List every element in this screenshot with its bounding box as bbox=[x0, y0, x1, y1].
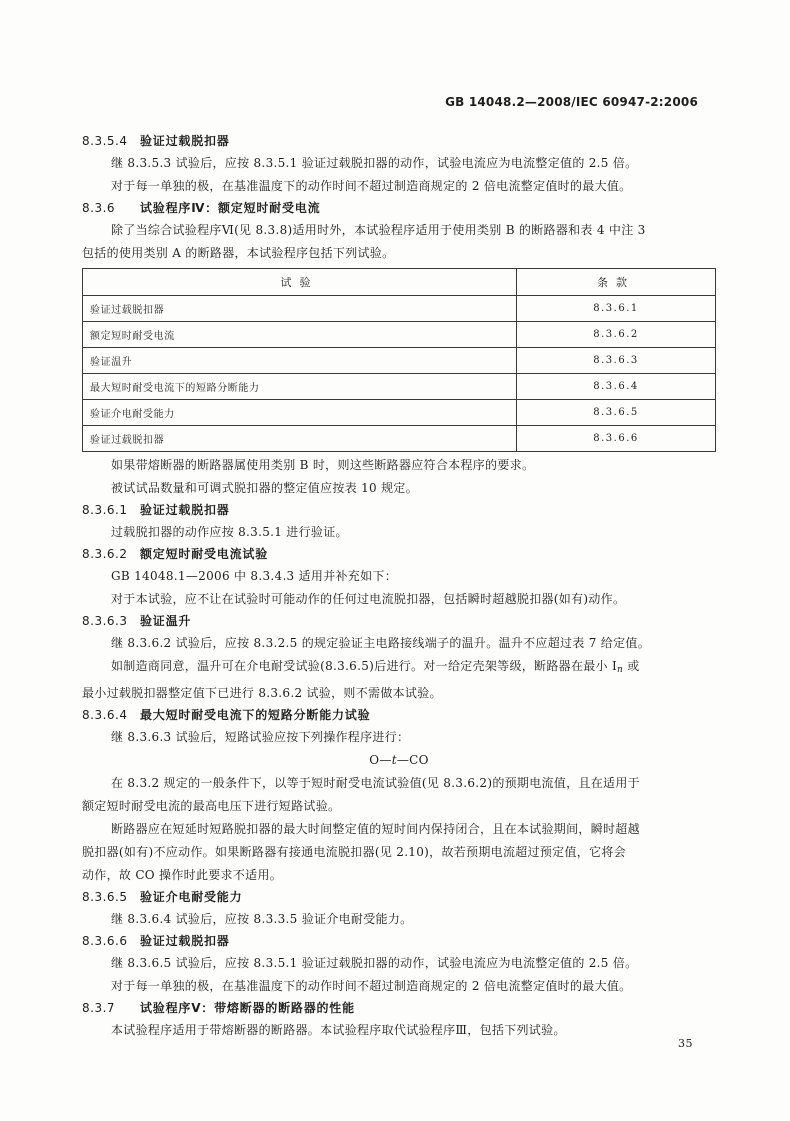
table-cell-test: 验证过载脱扣器 bbox=[83, 296, 517, 322]
section-title: 试验程序Ⅳ：额定短时耐受电流 bbox=[140, 201, 321, 215]
paragraph: 如果带熔断器的断路器属使用类别 B 时，则这些断路器应符合本程序的要求。 bbox=[111, 458, 535, 472]
paragraph-text: 如制造商同意，温升可在介电耐受试验(8.3.6.5)后进行。对一给定壳架等级，断路器在最小 I bbox=[111, 659, 618, 673]
table-cell-clause: 8.3.6.6 bbox=[517, 426, 716, 452]
table-cell-clause: 8.3.6.5 bbox=[517, 400, 716, 426]
table-cell-test: 验证温升 bbox=[83, 348, 517, 374]
paragraph-text: 或 bbox=[623, 659, 640, 673]
page-number: 35 bbox=[678, 1037, 693, 1050]
table-cell-test: 额定短时耐受电流 bbox=[83, 322, 517, 348]
paragraph: 断路器应在短延时短路脱扣器的最大时间整定值的短时间内保持闭合，且在本试验期间，瞬时超越 bbox=[111, 822, 640, 836]
section-title: 额定短时耐受电流试验 bbox=[140, 547, 269, 561]
table-row bbox=[83, 296, 716, 322]
table-row bbox=[83, 426, 716, 452]
table-cell-test: 验证过载脱扣器 bbox=[83, 426, 517, 452]
table-cell-clause: 8.3.6.4 bbox=[517, 374, 716, 400]
table-header-row bbox=[83, 269, 716, 296]
paragraph: 对于本试验，应不让在试验时可能动作的任何过电流脱扣器，包括瞬时超越脱扣器(如有)动作。 bbox=[111, 592, 626, 606]
section-number: 8.3.6.4 bbox=[82, 708, 128, 722]
table-row bbox=[83, 322, 716, 348]
paragraph: 对于每一单独的极，在基准温度下的动作时间不超过制造商规定的 2 倍电流整定值时的最大值。 bbox=[111, 979, 632, 993]
paragraph: 继 8.3.6.2 试验后，应按 8.3.2.5 的规定验证主电路接线端子的温升。温升不应超过表 7 给定值。 bbox=[111, 636, 650, 650]
paragraph: GB 14048.1—2006 中 8.3.4.3 适用并补充如下： bbox=[111, 569, 398, 583]
section-number: 8.3.6.6 bbox=[82, 934, 128, 948]
document-content bbox=[82, 131, 716, 1042]
table-header-clause: 条款 bbox=[517, 269, 716, 296]
section-title: 验证过载脱扣器 bbox=[140, 134, 230, 148]
paragraph: 继 8.3.5.3 试验后，应按 8.3.5.1 验证过载脱扣器的动作，试验电流应为电流整定值的 2.5 倍。 bbox=[111, 156, 638, 170]
section-heading bbox=[82, 544, 716, 565]
section-number: 8.3.6.5 bbox=[82, 890, 128, 904]
section-blocks-bottom bbox=[82, 454, 716, 1042]
section-title: 验证温升 bbox=[140, 614, 192, 628]
section-heading bbox=[82, 705, 716, 726]
section-title: 验证过载脱扣器 bbox=[140, 934, 230, 948]
operation-sequence-formula: O—t—CO bbox=[369, 753, 429, 767]
test-sequence-table bbox=[82, 268, 716, 452]
paragraph: 继 8.3.6.4 试验后，应按 8.3.3.5 验证介电耐受能力。 bbox=[111, 912, 413, 926]
table-header-test: 试验 bbox=[83, 269, 517, 296]
section-number: 8.3.6.3 bbox=[82, 614, 128, 628]
section-heading bbox=[82, 998, 716, 1019]
paragraph: 本试验程序适用于带熔断器的断路器。本试验程序取代试验程序Ⅲ，包括下列试验。 bbox=[111, 1023, 566, 1037]
table-row bbox=[83, 348, 716, 374]
paragraph: 额定短时耐受电流的最高电压下进行短路试验。 bbox=[82, 799, 341, 813]
section-heading bbox=[82, 500, 716, 521]
paragraph: 脱扣器(如有)不应动作。如果断路器有接通电流脱扣器(见 2.10)，故若预期电流超过预定值，它将会 bbox=[82, 845, 626, 859]
section-heading bbox=[82, 887, 716, 908]
paragraph: 过载脱扣器的动作应按 8.3.5.1 进行验证。 bbox=[111, 525, 348, 539]
paragraph: 被试试品数量和可调式脱扣器的整定值应按表 10 规定。 bbox=[111, 481, 419, 495]
section-heading bbox=[82, 198, 716, 219]
paragraph: 除了当综合试验程序Ⅵ(见 8.3.8)适用时外，本试验程序适用于使用类别 B 的断路器和表 4 中注 3 bbox=[111, 223, 646, 237]
paragraph: 继 8.3.6.3 试验后，短路试验应按下列操作程序进行： bbox=[111, 730, 410, 744]
paragraph: 对于每一单独的极，在基准温度下的动作时间不超过制造商规定的 2 倍电流整定值时的最大值。 bbox=[111, 179, 632, 193]
paragraph: 动作，故 CO 操作时此要求不适用。 bbox=[82, 868, 283, 882]
section-heading bbox=[82, 931, 716, 952]
section-title: 验证过载脱扣器 bbox=[140, 503, 230, 517]
standard-header: GB 14048.2—2008/IEC 60947-2:2006 bbox=[445, 95, 698, 109]
section-number: 8.3.6.2 bbox=[82, 547, 128, 561]
section-number: 8.3.7 bbox=[82, 1001, 116, 1015]
section-number: 8.3.6.1 bbox=[82, 503, 128, 517]
table-cell-clause: 8.3.6.1 bbox=[517, 296, 716, 322]
table-cell-clause: 8.3.6.3 bbox=[517, 348, 716, 374]
paragraph bbox=[82, 655, 716, 682]
subscript: n bbox=[617, 665, 624, 675]
table-cell-clause: 8.3.6.2 bbox=[517, 322, 716, 348]
section-heading bbox=[82, 131, 716, 152]
paragraph: 最小过载脱扣器整定值下已进行 8.3.6.2 试验，则不需做本试验。 bbox=[82, 686, 442, 700]
paragraph: 包括的使用类别 A 的断路器，本试验程序包括下列试验。 bbox=[82, 246, 395, 260]
section-blocks-top bbox=[82, 131, 716, 265]
section-title: 验证介电耐受能力 bbox=[140, 890, 243, 904]
section-number: 8.3.6 bbox=[82, 201, 116, 215]
table-cell-test: 验证介电耐受能力 bbox=[83, 400, 517, 426]
section-title: 最大短时耐受电流下的短路分断能力试验 bbox=[140, 708, 371, 722]
section-number: 8.3.5.4 bbox=[82, 134, 128, 148]
section-title: 试验程序Ⅴ：带熔断器的断路器的性能 bbox=[140, 1001, 355, 1015]
table-row bbox=[83, 374, 716, 400]
paragraph: 继 8.3.6.5 试验后，应按 8.3.5.1 验证过载脱扣器的动作，试验电流应为电流整定值的 2.5 倍。 bbox=[111, 956, 638, 970]
paragraph: 在 8.3.2 规定的一般条件下，以等于短时耐受电流试验值(见 8.3.6.2)的预期电流值，且在适用于 bbox=[111, 776, 640, 790]
table-cell-test: 最大短时耐受电流下的短路分断能力 bbox=[83, 374, 517, 400]
section-heading bbox=[82, 611, 716, 632]
table-row bbox=[83, 400, 716, 426]
